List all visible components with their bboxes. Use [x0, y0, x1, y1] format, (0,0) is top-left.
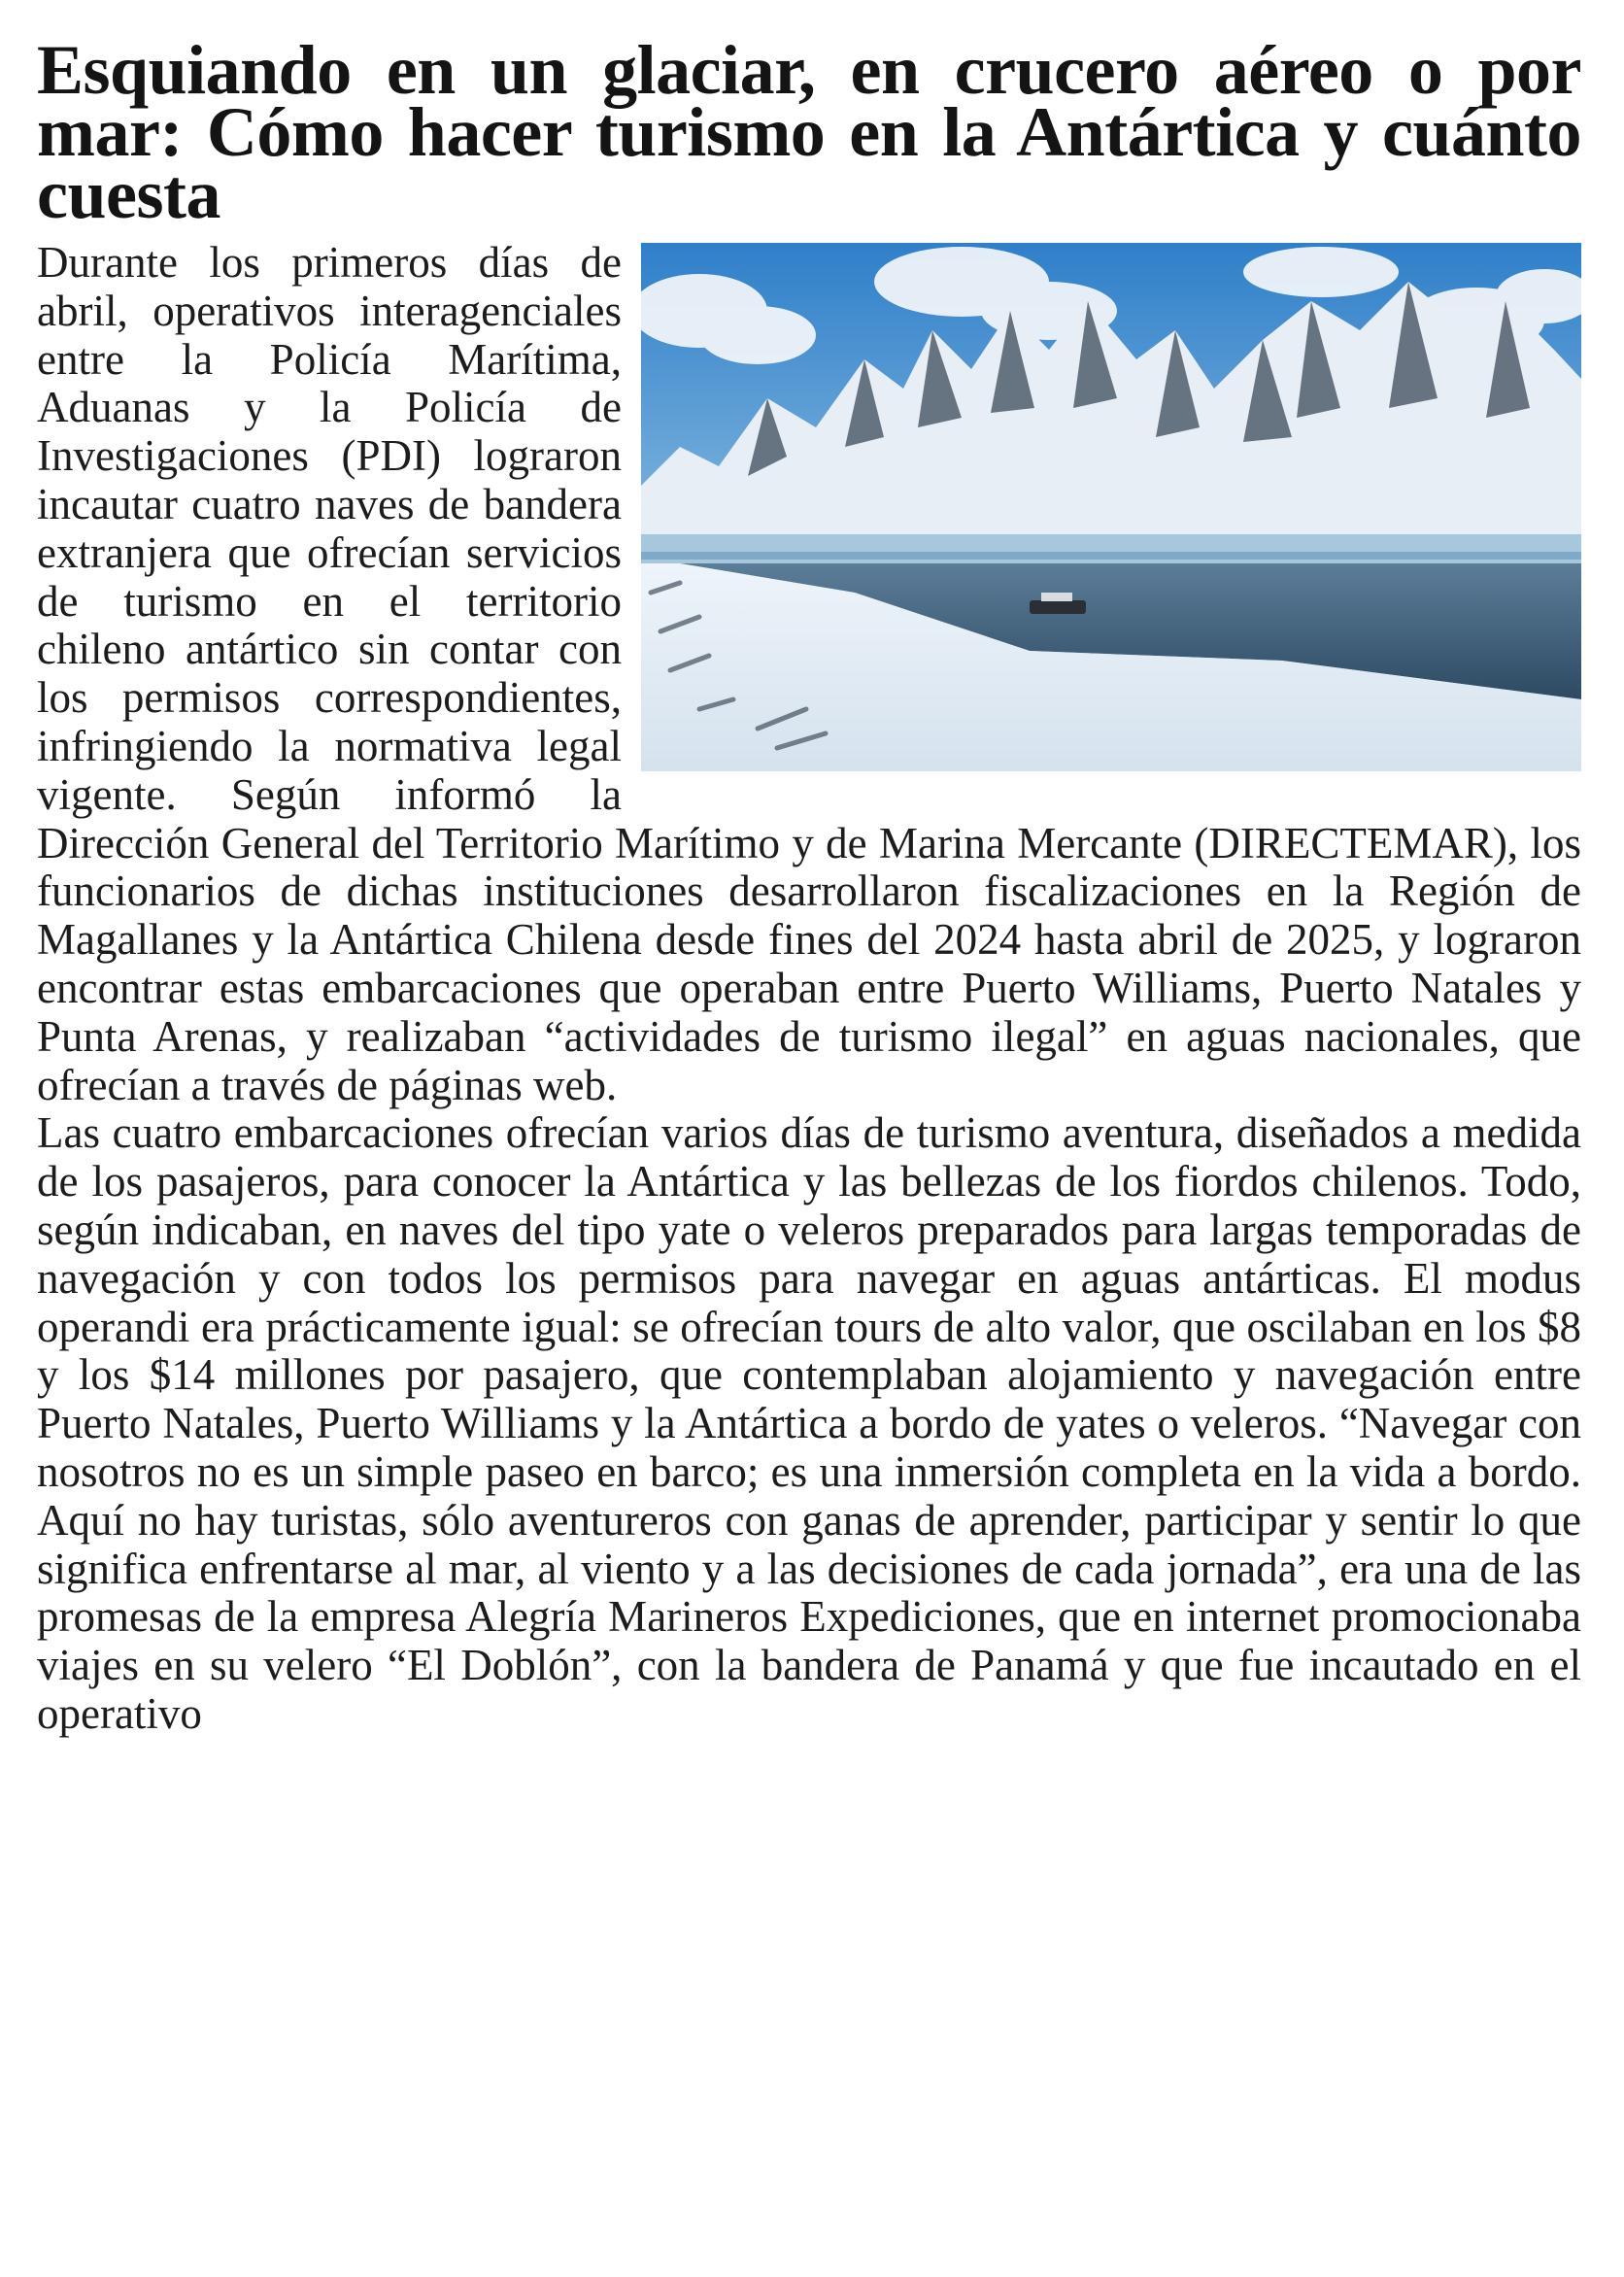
antarctic-landscape-illustration: [641, 243, 1581, 771]
article-paragraph-2: Las cuatro embarcaciones ofrecían varios días de turismo aventura, diseñados a medida de los pasajeros, para conocer la Antártica y las bellezas de los fiordos chilenos. Todo, según indicaban, en naves del tipo yate o veleros preparados para largas temporadas de navegación y con todos los permisos para navegar en aguas antárticas. El modus operandi era prácticamente igual: se ofrecían tours de alto valor, que oscilaban en los $8 y los $14 millones por pasajero, que contemplaban alojamiento y navegación entre Puerto Natales, Puerto Williams y la Antártica a bordo de yates o veleros. “Navegar con nosotros no es un simple paseo en barco; es una inmersión completa en la vida a bordo. Aquí no hay turistas, sólo aventureros con ganas de aprender, participar y sentir lo que significa enfrentarse al mar, al viento y a las decisiones de cada jornada”, era una de las promesas de la empresa Alegría Marineros Expediciones, que en internet promocionaba viajes en su velero “El Doblón”, con la bandera de Panamá y que fue incautado en el operativo: [37, 1108, 1581, 1738]
antarctica-photo: [641, 243, 1581, 771]
article-paragraph-1: Durante los primeros días de abril, operativos interagenciales entre la Policía Marítima, Aduanas y la Policía de Investigaciones (PDI) lograron incautar cuatro naves de bandera extranjera que ofrecían servicios de turismo en el territorio chileno antártico sin contar con los permisos correspondientes, infringiendo la normativa legal vigente. Según informó la Dirección General del Territorio Marítimo y de Marina Mercante (DIRECTEMAR), los funcionarios de dichas instituciones desarrollaron fiscalizaciones en la Región de Magallanes y la Antártica Chilena desde fines del 2024 hasta abril de 2025, y lograron encontrar estas embarcaciones que operaban entre Puerto Williams, Puerto Natales y Punta Arenas, y realizaban “actividades de turismo ilegal” en aguas nacionales, que ofrecían a través de páginas web.: [37, 238, 1581, 1109]
headline: Esquiando en un glaciar, en crucero aéreo o por mar: Cómo hacer turismo en la Antártica y cuánto cuesta: [37, 31, 1581, 233]
article-body: [37, 239, 1581, 1739]
